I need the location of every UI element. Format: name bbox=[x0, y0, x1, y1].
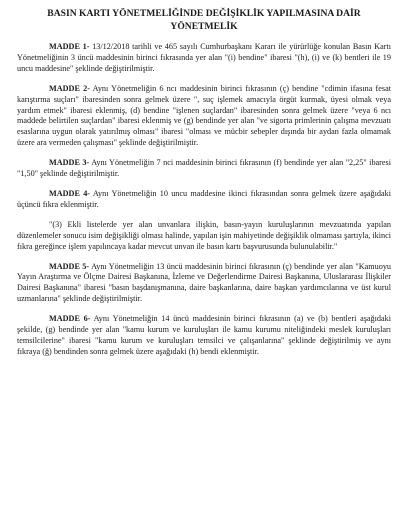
article-text: Aynı Yönetmeliğin 6 ncı maddesinin birinci fıkrasının (ç) bendine "cdimin ifasına fesat karıştırma suçları" ibaresinden sonra gelmek üzere ", suç işlemek amacıyla örgüt kurmak, üyesi olmak veya yardım etmek" ibaresi eklenmiş, (d) bendine "işlenen suçlardan" ibaresinden sonra gelmek üzere "veya 6 ncı maddede belirtilen suçlardan" ibaresi eklenmiş ve (g) bendinde yer alan "ve sigorta primlerinin çalışma mevzuatı esaslarına uygun olarak yatırılmış olması" ibaresi "olması ve mücbir sebepler dışında bir aydan fazla olmamak üzere ara vermeden çalışması" şeklinde değiştirilmiştir. bbox=[17, 83, 391, 148]
article-label: MADDE 3- bbox=[49, 158, 90, 168]
article-label: MADDE 2- bbox=[49, 83, 90, 93]
article-4 bbox=[17, 189, 391, 211]
article-5 bbox=[17, 262, 391, 306]
article-text: Aynı Yönetmeliğin 13 üncü maddesinin birinci fıkrasının (ç) bendinde yer alan "Kamuoyu Yayın Araştırma ve Ölçme Dairesi Başkanına, İzleme ve Değerlendirme Dairesi Başkanına, Uluslararası İlişkiler Dairesi Başkanına" ibaresi "basın başdanışmanına, daire başkanlarına, daire başkan yardımcılarına ve üst kurul uzmanlarına" şeklinde değiştirilmiştir. bbox=[17, 261, 392, 304]
article-text: 13/12/2018 tarihli ve 465 sayılı Cumhurbaşkanı Kararı ile yürürlüğe konulan Basın Kartı Yönetmeliğinin 3 üncü maddesinin birinci fıkrasında yer alan "(i) bendine" ibaresi "(h), (i) ve (k) bentleri ile 19 uncu maddesine" şeklinde değiştirilmiştir. bbox=[17, 42, 391, 73]
quoted-text: "(3) Ekli listelerde yer alan unvanlara ilişkin, basın-yayın kuruluşlarının mevzuatında yapılan düzenlemeler sonucu isim değişikliği olması halinde, yapılan işin mahiyetinde değişiklik olmaması şartıyla, ikinci fıkra gereğince işlem yapılıncaya kadar mevcut unvan ile basın kartı başvurusunda bulunulabilir." bbox=[17, 219, 391, 251]
document-title: BASIN KARTI YÖNETMELİĞİNDE DEĞİŞİKLİK YAPILMASINA DAİR YÖNETMELİK bbox=[47, 8, 361, 32]
article-text: Aynı Yönetmeliğin 14 üncü maddesinin birinci fıkrasının (a) ve (b) bentleri aşağıdaki şekilde, (g) bendinde yer alan "kamu kurum ve kuruluşları ile kamu kurumu niteliğindeki meslek kuruluşları temsilcilerine" ibaresi "kamu kurum ve kuruluşları temsilci ve çalışanlarına" şeklinde değiştirilmiş ve aynı fıkraya (ğ) bendinden sonra gelmek üzere aşağıdaki (h) bendi eklenmiştir. bbox=[17, 314, 392, 356]
article-text: Aynı Yönetmeliğin 7 nci maddesinin birinci fıkrasının (f) bendinde yer alan "2,25" ibaresi "1,50" şeklinde değiştirilmiştir. bbox=[17, 158, 392, 179]
article-4-quoted-paragraph bbox=[17, 220, 391, 253]
article-text: Aynı Yönetmeliğin 10 uncu maddesine ikinci fıkrasından sonra gelmek üzere aşağıdaki üçüncü fıkra eklenmiştir. bbox=[17, 188, 391, 209]
article-label: MADDE 1- bbox=[49, 42, 90, 51]
article-1 bbox=[17, 42, 391, 75]
article-6 bbox=[17, 314, 391, 358]
article-3 bbox=[17, 158, 391, 180]
article-label: MADDE 4- bbox=[49, 188, 91, 198]
article-label: MADDE 5- bbox=[49, 261, 90, 271]
article-2 bbox=[17, 84, 391, 149]
article-label: MADDE 6- bbox=[49, 314, 91, 324]
